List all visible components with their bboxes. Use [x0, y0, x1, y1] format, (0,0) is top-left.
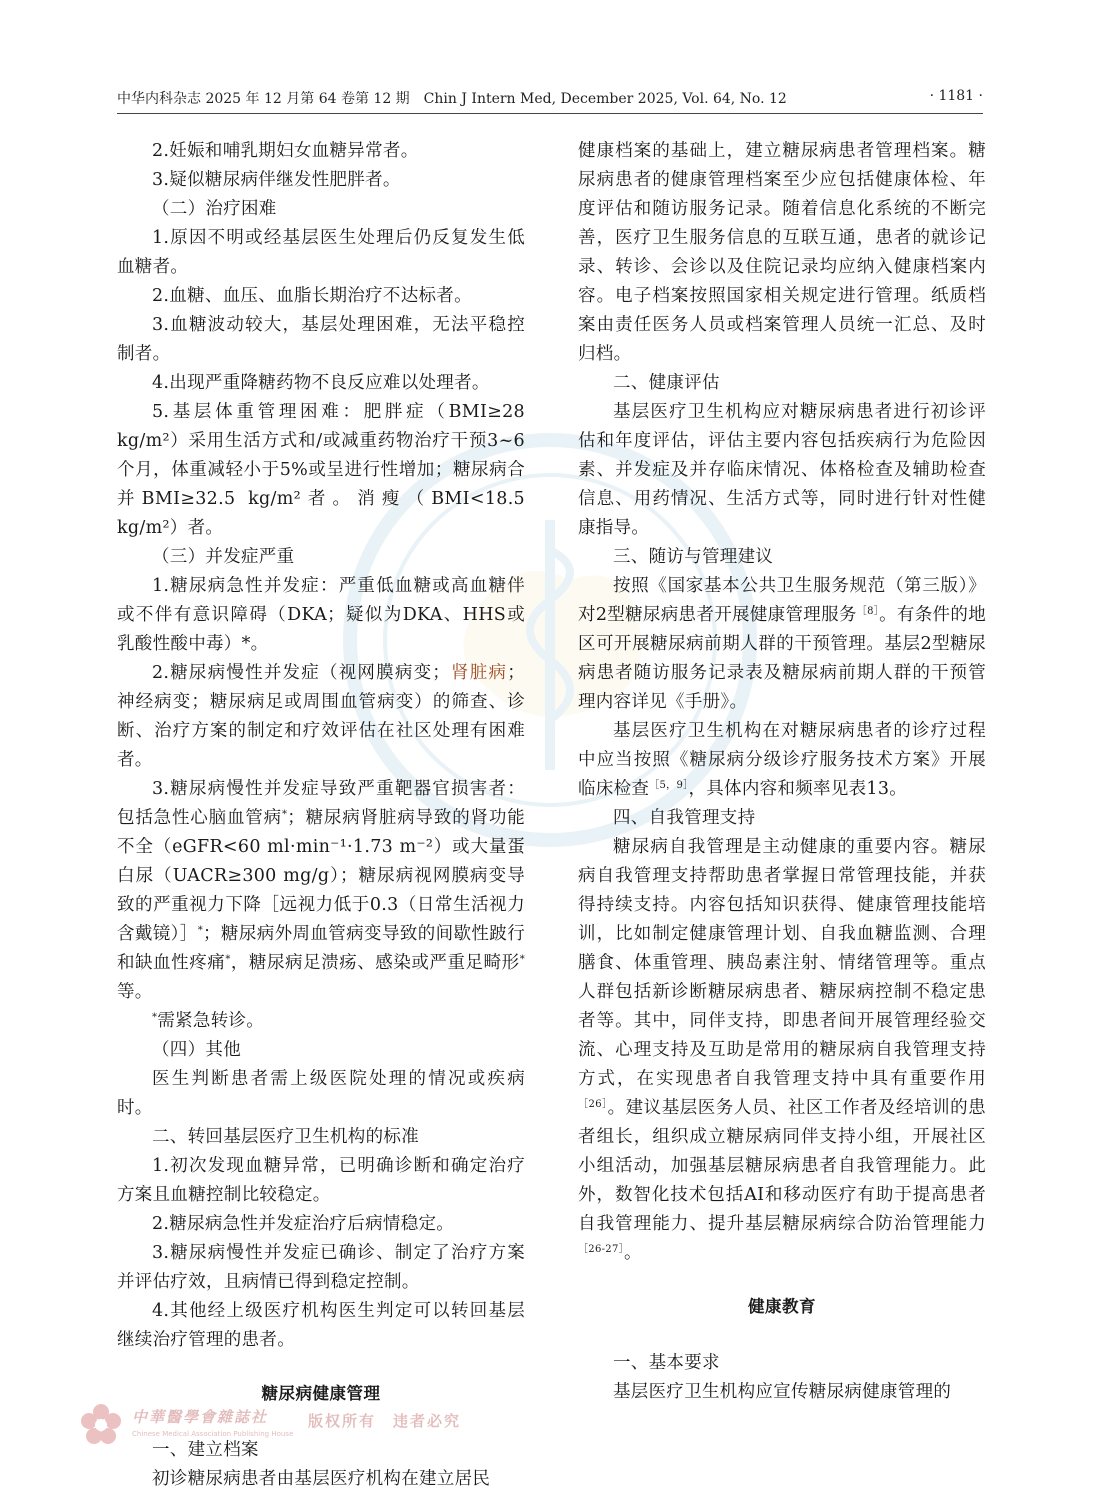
journal-citation: 中华内科杂志 2025 年 12 月第 64 卷第 12 期 Chin J Intern Med, December 2025, Vol. 64, No. 12	[117, 91, 787, 107]
left-column	[117, 137, 525, 1494]
publisher-flower-logo-icon	[78, 1402, 124, 1448]
text-run: ；糖尿病肾脏病导致的肾功能不全（eGFR<60 ml·min⁻¹·1.73 m⁻²）或大量蛋白尿（UACR≥300 mg/g）；糖尿病视网膜病变导致的严重视力下降［远视力低于0.3（日常生活视力含戴镜）］	[117, 808, 525, 944]
paragraph: 2.血糖、血压、血脂长期治疗不达标者。	[152, 286, 472, 306]
subheading: 二、转回基层医疗卫生机构的标准	[152, 1127, 419, 1147]
copyright-stamp: 版权所有 违者必究	[308, 1412, 462, 1430]
text-run: ；神经病变；糖尿病足或周围血管病变）的筛查、诊断、治疗方案的制定和疗效评估在社区处理有困难者。	[117, 663, 526, 770]
paragraph: 1.原因不明或经基层医生处理后仍反复发生低血糖者。	[117, 228, 525, 277]
paragraph: 初诊糖尿病患者由基层医疗机构在建立居民	[152, 1469, 491, 1489]
subheading: 三、随访与管理建议	[613, 547, 774, 567]
paragraph: 1.初次发现血糖异常，已明确诊断和确定治疗方案且血糖控制比较稳定。	[117, 1156, 525, 1205]
paragraph: 3.血糖波动较大，基层处理困难，无法平稳控制者。	[117, 315, 525, 364]
section-title: 糖尿病健康管理	[261, 1384, 381, 1403]
paragraph: 基层医疗卫生机构应宣传糖尿病健康管理的	[613, 1382, 952, 1402]
footnote-mark: *	[281, 809, 288, 820]
header-rule	[117, 113, 983, 114]
paragraph	[117, 659, 525, 775]
right-column	[578, 137, 986, 1407]
citation: ［8］	[856, 606, 880, 617]
paragraph: 3.疑似糖尿病伴继发性肥胖者。	[152, 170, 401, 190]
highlighted-text: 肾脏病	[450, 663, 508, 683]
footnote	[117, 1007, 525, 1036]
subheading: （二）治疗困难	[152, 199, 277, 219]
paragraph: 医生判断患者需上级医院处理的情况或疾病时。	[117, 1069, 525, 1118]
subheading: 一、建立档案	[152, 1440, 259, 1460]
text-run: 。建议基层医务人员、社区工作者及经培训的患者组长，组织成立糖尿病同伴支持小组，开展社区小组活动，加强基层糖尿病患者自我管理能力。此外，数智化技术包括AI和移动医疗有助于提高患者自我管理能力、提升基层糖尿病综合防治管理能力	[578, 1098, 986, 1234]
subheading: 一、基本要求	[613, 1353, 720, 1373]
paragraph: 1.糖尿病急性并发症：严重低血糖或高血糖伴或不伴有意识障碍（DKA；疑似为DKA、HHS或乳酸性酸中毒）*。	[117, 576, 525, 654]
citation: ［26-27］	[578, 1244, 624, 1255]
paragraph	[578, 833, 986, 1268]
subheading: （三）并发症严重	[152, 547, 295, 567]
subheading: 四、自我管理支持	[613, 808, 756, 828]
paragraph	[578, 717, 986, 804]
citation: ［5，9］	[649, 780, 689, 791]
paragraph: 健康档案的基础上，建立糖尿病患者管理档案。糖尿病患者的健康管理档案至少应包括健康体检、年度评估和随访服务记录。随着信息化系统的不断完善，医疗卫生服务信息的互联互通，患者的就诊记录、转诊、会诊以及住院记录均应纳入健康档案内容。电子档案按照国家相关规定进行管理。纸质档案由责任医务人员或档案管理人员统一汇总、及时归档。	[578, 141, 986, 364]
text-run: 按照《国家基本公共卫生服务规范（第三版）》对2型糖尿病患者开展健康管理服务	[578, 576, 986, 625]
paragraph: 5.基层体重管理困难：肥胖症（BMI≥28 kg/m²）采用生活方式和/或减重药物治疗干预3~6个月，体重减轻小于5%或呈进行性增加；糖尿病合并BMI≥32.5 kg/m²者。消瘦（BMI<18.5 kg/m²）者。	[117, 402, 525, 538]
publisher-name-en: Chinese Medical Association Publishing House	[132, 1430, 294, 1438]
page-number: · 1181 ·	[929, 88, 983, 104]
text-run: ，具体内容和频率见表13。	[688, 779, 908, 799]
publisher-name: 中華醫學會雜誌社	[132, 1408, 269, 1426]
paragraph	[117, 775, 525, 1007]
footnote-mark: *	[152, 1012, 158, 1023]
running-header	[117, 88, 983, 112]
text-run: 糖尿病自我管理是主动健康的重要内容。糖尿病自我管理支持帮助患者掌握日常管理技能，并获得持续支持。内容包括知识获得、健康管理技能培训，比如制定健康管理计划、自我血糖监测、合理膳食、体重管理、胰岛素注射、情绪管理等。重点人群包括新诊断糖尿病患者、糖尿病控制不稳定患者等。其中，同伴支持，即患者间开展管理经验交流、心理支持及互助是常用的糖尿病自我管理支持方式，在实现患者自我管理支持中具有重要作用	[578, 837, 986, 1089]
text-run: 等。	[117, 982, 153, 1002]
paragraph: 3.糖尿病慢性并发症已确诊、制定了治疗方案并评估疗效，且病情已得到稳定控制。	[117, 1243, 525, 1292]
paragraph: 4.出现严重降糖药物不良反应难以处理者。	[152, 373, 490, 393]
footnote-mark: *	[197, 925, 204, 936]
paragraph: 2.糖尿病急性并发症治疗后病情稳定。	[152, 1214, 455, 1234]
text-run: 需紧急转诊。	[157, 1011, 265, 1031]
text-run: 2.糖尿病慢性并发症（视网膜病变；	[152, 663, 451, 683]
text-run: ；糖尿病外周血管病变导致的间歇性跛行和缺血性疼痛	[117, 924, 525, 973]
paragraph: 4.其他经上级医疗机构医生判定可以转回基层继续治疗管理的患者。	[117, 1301, 525, 1350]
paragraph	[578, 572, 986, 717]
footnote-mark: *	[225, 954, 231, 965]
text-run: 3.糖尿病慢性并发症导致严重靶器官损害者：包括急性心脑血管病	[117, 779, 525, 828]
paragraph: 基层医疗卫生机构应对糖尿病患者进行初诊评估和年度评估，评估主要内容包括疾病行为危险因素、并发症及并存临床情况、体格检查及辅助检查信息、用药情况、生活方式等，同时进行针对性健康指导。	[578, 402, 986, 538]
text-run: ，糖尿病足溃疡、感染或严重足畸形	[230, 953, 520, 973]
text-run: 基层医疗卫生机构在对糖尿病患者的诊疗过程中应当按照《糖尿病分级诊疗服务技术方案》开展临床检查	[578, 721, 986, 799]
publisher-footer	[78, 1398, 518, 1452]
text-run: 。	[623, 1243, 642, 1263]
section-title: 健康教育	[748, 1297, 816, 1316]
footnote-mark: *	[519, 954, 525, 965]
text-run: 。有条件的地区可开展糖尿病前期人群的干预管理。基层2型糖尿病患者随访服务记录表及糖尿病前期人群的干预管理内容详见《手册》。	[578, 605, 986, 712]
subheading: 二、健康评估	[613, 373, 720, 393]
subheading: （四）其他	[152, 1040, 241, 1060]
citation: ［26］	[578, 1099, 608, 1110]
paragraph: 2.妊娠和哺乳期妇女血糖异常者。	[152, 141, 419, 161]
